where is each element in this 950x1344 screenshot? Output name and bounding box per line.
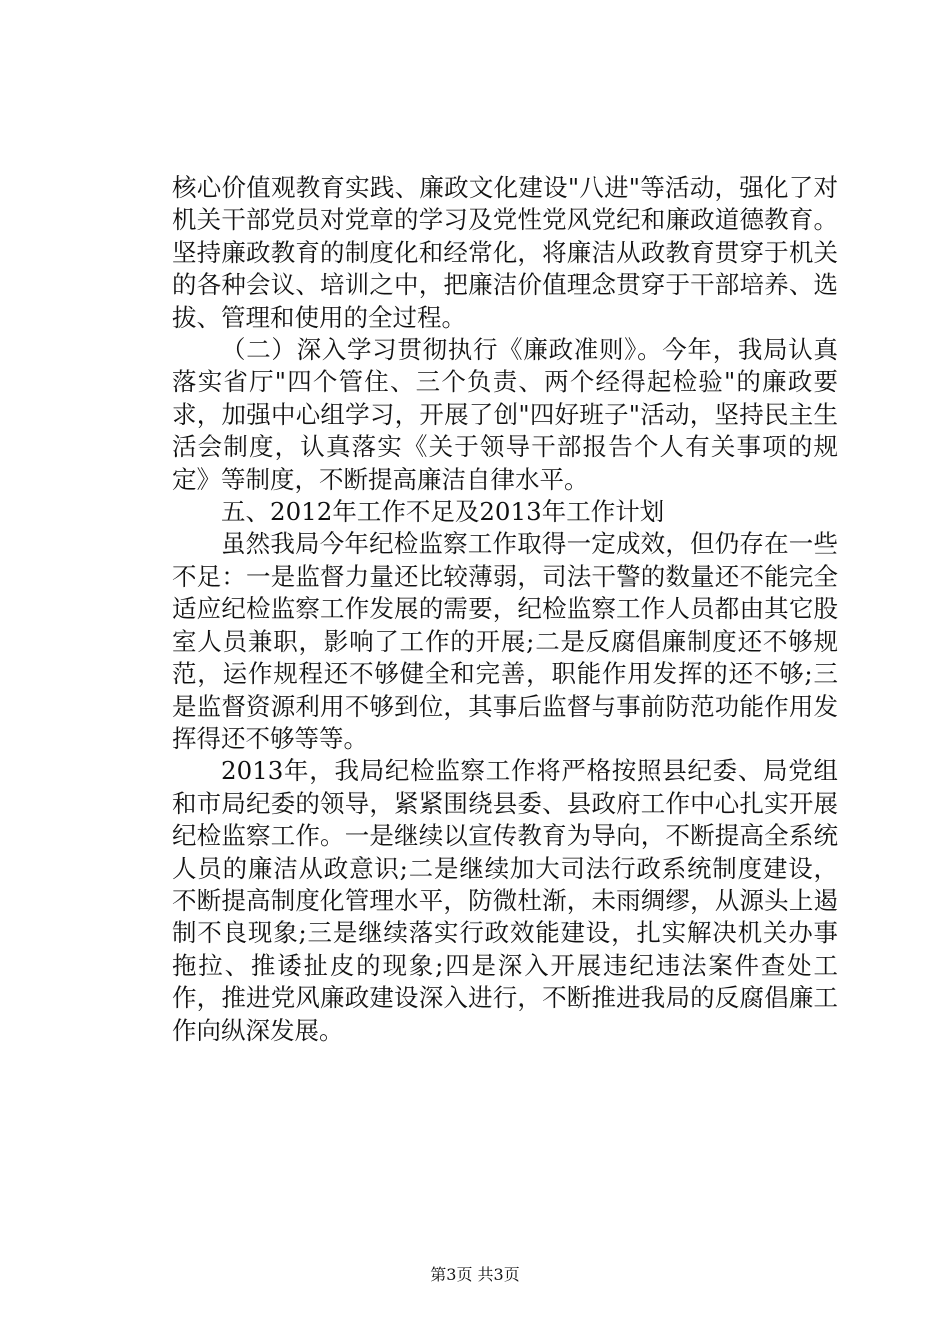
paragraph-2: （二）深入学习贯彻执行《廉政准则》。今年，我局认真落实省厅"四个管住、三个负责、两个经得起检验"的廉政要求，加强中心组学习，开展了创"四好班子"活动，坚持民主生活会制度，认真落实《关于领导干部报告个人有关事项的规定》等制度，不断提高廉洁自律水平。 [172,335,838,494]
paragraph-1: 核心价值观教育实践、廉政文化建设"八进"等活动，强化了对机关干部党员对党章的学习及党性党风党纪和廉政道德教育。坚持廉政教育的制度化和经常化，将廉洁从政教育贯穿于机关的各种会议、培训之中，把廉洁价值理念贯穿于干部培养、选拔、管理和使用的全过程。 [172,173,838,332]
paragraph-4: 2013年，我局纪检监察工作将严格按照县纪委、局党组和市局纪委的领导，紧紧围绕县委、县政府工作中心扎实开展纪检监察工作。一是继续以宣传教育为导向，不断提高全系统人员的廉洁从政意识;二是继续加大司法行政系统制度建设，不断提高制度化管理水平，防微杜渐，未雨绸缪，从源头上遏制不良现象;三是继续落实行政效能建设，扎实解决机关办事拖拉、推诿扯皮的现象;四是深入开展违纪违法案件查处工作，推进党风廉政建设深入进行，不断推进我局的反腐倡廉工作向纵深发展。 [172,756,838,1045]
section-heading-5: 五、2012年工作不足及2013年工作计划 [221,497,665,527]
page-footer: 第3页 共3页 [430,1265,520,1284]
document-body [172,172,838,1047]
paragraph-3: 虽然我局今年纪检监察工作取得一定成效，但仍存在一些不足：一是监督力量还比较薄弱，司法干警的数量还不能完全适应纪检监察工作发展的需要，纪检监察工作人员都由其它股室人员兼职，影响了工作的开展;二是反腐倡廉制度还不够规范，运作规程还不够健全和完善，职能作用发挥的还不够;三是监督资源利用不够到位，其事后监督与事前防范功能作用发挥得还不够等等。 [172,529,838,753]
